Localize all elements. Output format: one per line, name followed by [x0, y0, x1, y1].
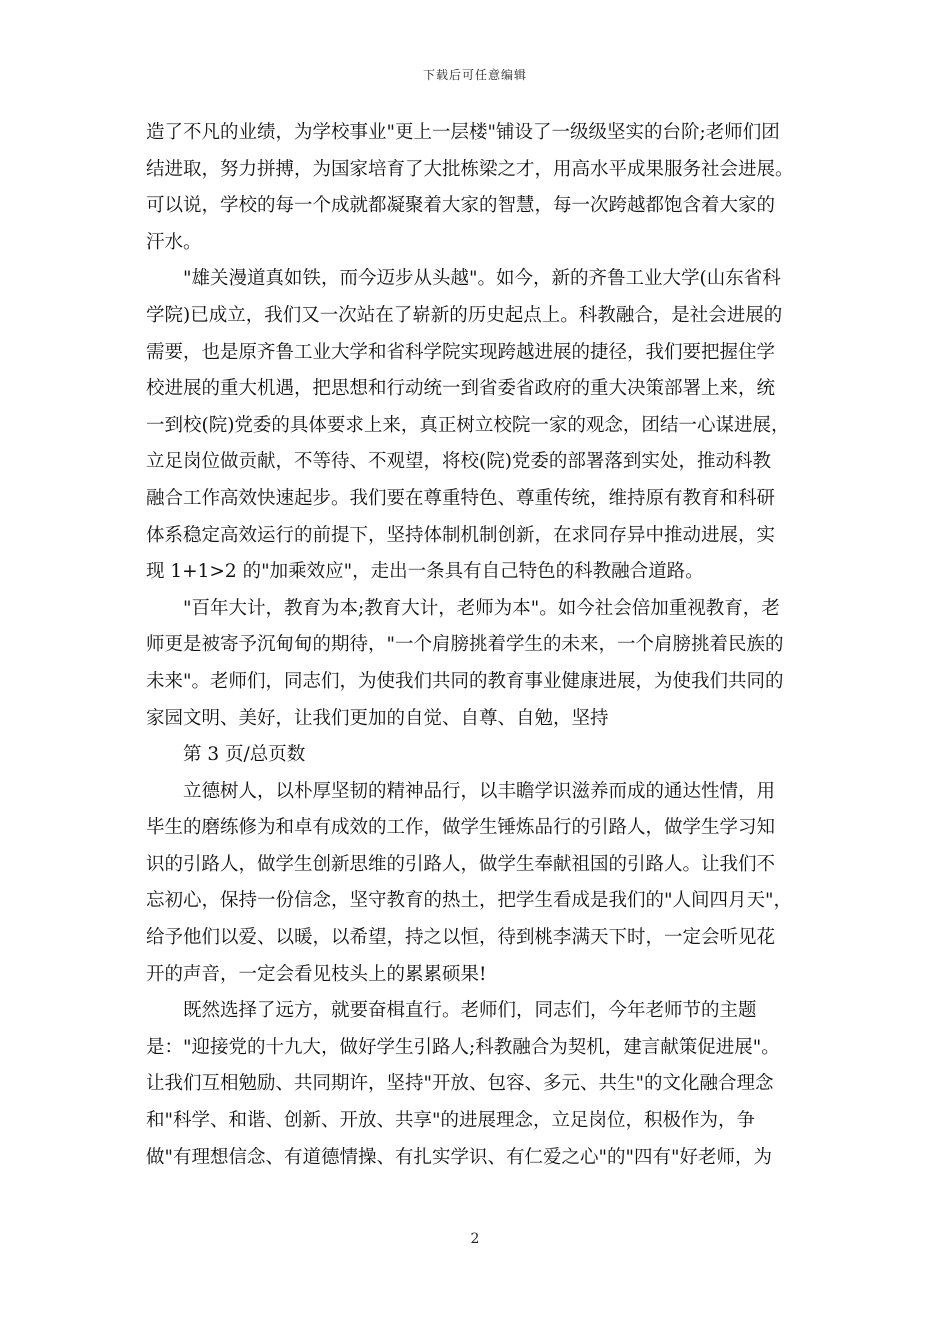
text-line: 家园文明、美好，让我们更加的自觉、自尊、自勉，坚持 — [146, 707, 609, 729]
text-line: "雄关漫道真如铁，而今迈步从头越"。如今，新的齐鲁工业大学(山东省科 — [146, 268, 781, 290]
text-line: 立足岗位做贡献，不等待、不观望，将校(院)党委的部署落到实处，推动科教 — [146, 451, 771, 473]
text-line: 毕生的磨练修为和卓有成效的工作，做学生锤炼品行的引路人，做学生学习知 — [146, 817, 776, 839]
text-line: 校进展的重大机遇，把思想和行动统一到省委省政府的重大决策部署上来，统 — [146, 378, 776, 400]
text-line: 识的引路人，做学生创新思维的引路人，做学生奉献祖国的引路人。让我们不 — [146, 853, 776, 875]
text-line: 是："迎接党的十九大，做好学生引路人;科教融合为契机，建言献策促进展"。 — [146, 1036, 780, 1058]
text-line: 开的声音，一定会看见枝头上的累累硕果! — [146, 963, 487, 985]
document-body — [146, 115, 806, 1176]
text-line: 造了不凡的业绩，为学校事业"更上一层楼"铺设了一级级坚实的台阶;老师们团 — [146, 122, 780, 143]
text-line: 结进取，努力拼搏，为国家培育了大批栋梁之才，用高水平成果服务社会进展。 — [146, 158, 794, 180]
page-header: 下载后可任意编辑 — [422, 68, 527, 82]
text-line: "百年大计，教育为本;教育大计，老师为本"。如今社会倍加重视教育，老 — [146, 597, 780, 619]
text-line: 做"有理想信念、有道德情操、有扎实学识、有仁爱之心"的"四有"好老师，为 — [146, 1146, 773, 1168]
text-line: 融合工作高效快速起步。我们要在尊重特色、尊重传统，维持原有教育和科研 — [146, 487, 776, 509]
text-line: 让我们互相勉励、共同期许，坚持"开放、包容、多元、共生"的文化融合理念 — [146, 1073, 774, 1095]
page-number: 2 — [470, 1231, 480, 1247]
text-line: 现 1+1>2 的"加乘效应"，走出一条具有自己特色的科教融合道路。 — [146, 561, 704, 583]
text-line: 立德树人，以朴厚坚韧的精神品行，以丰瞻学识滋养而成的通达性情，用 — [146, 780, 776, 802]
text-line: 汗水。 — [146, 231, 202, 253]
text-line: 需要，也是原齐鲁工业大学和省科学院实现跨越进展的捷径，我们要把握住学 — [146, 341, 776, 363]
text-line: 师更是被寄予沉甸甸的期待，"一个肩膀挑着学生的未来，一个肩膀挑着民族的 — [146, 634, 784, 656]
text-line: 既然选择了远方，就要奋楫直行。老师们，同志们，今年老师节的主题 — [146, 1000, 757, 1022]
text-line: 体系稳定高效运行的前提下，坚持体制机制创新，在求同存异中推动进展，实 — [146, 524, 776, 546]
text-line: 忘初心，保持一份信念，坚守教育的热土，把学生看成是我们的"人间四月天"， — [146, 890, 793, 912]
text-line: 给予他们以爱、以暖，以希望，持之以恒，待到桃李满天下时，一定会听见花 — [146, 927, 776, 949]
text-line: 可以说，学校的每一个成就都凝聚着大家的智慧，每一次跨越都饱含着大家的 — [146, 195, 776, 217]
text-line: 未来"。老师们，同志们，为使我们共同的教育事业健康进展，为使我们共同的 — [146, 670, 784, 692]
text-line: 学院)已成立，我们又一次站在了崭新的历史起点上。科教融合，是社会进展的 — [146, 304, 783, 326]
text-line: 一到校(院)党委的具体要求上来，真正树立校院一家的观念，团结一心谋进展， — [146, 414, 790, 436]
text-line: 和"科学、和谐、创新、开放、共享"的进展理念，立足岗位，积极作为，争 — [146, 1110, 756, 1132]
page-count-line: 第 3 页/总页数 — [146, 744, 306, 766]
